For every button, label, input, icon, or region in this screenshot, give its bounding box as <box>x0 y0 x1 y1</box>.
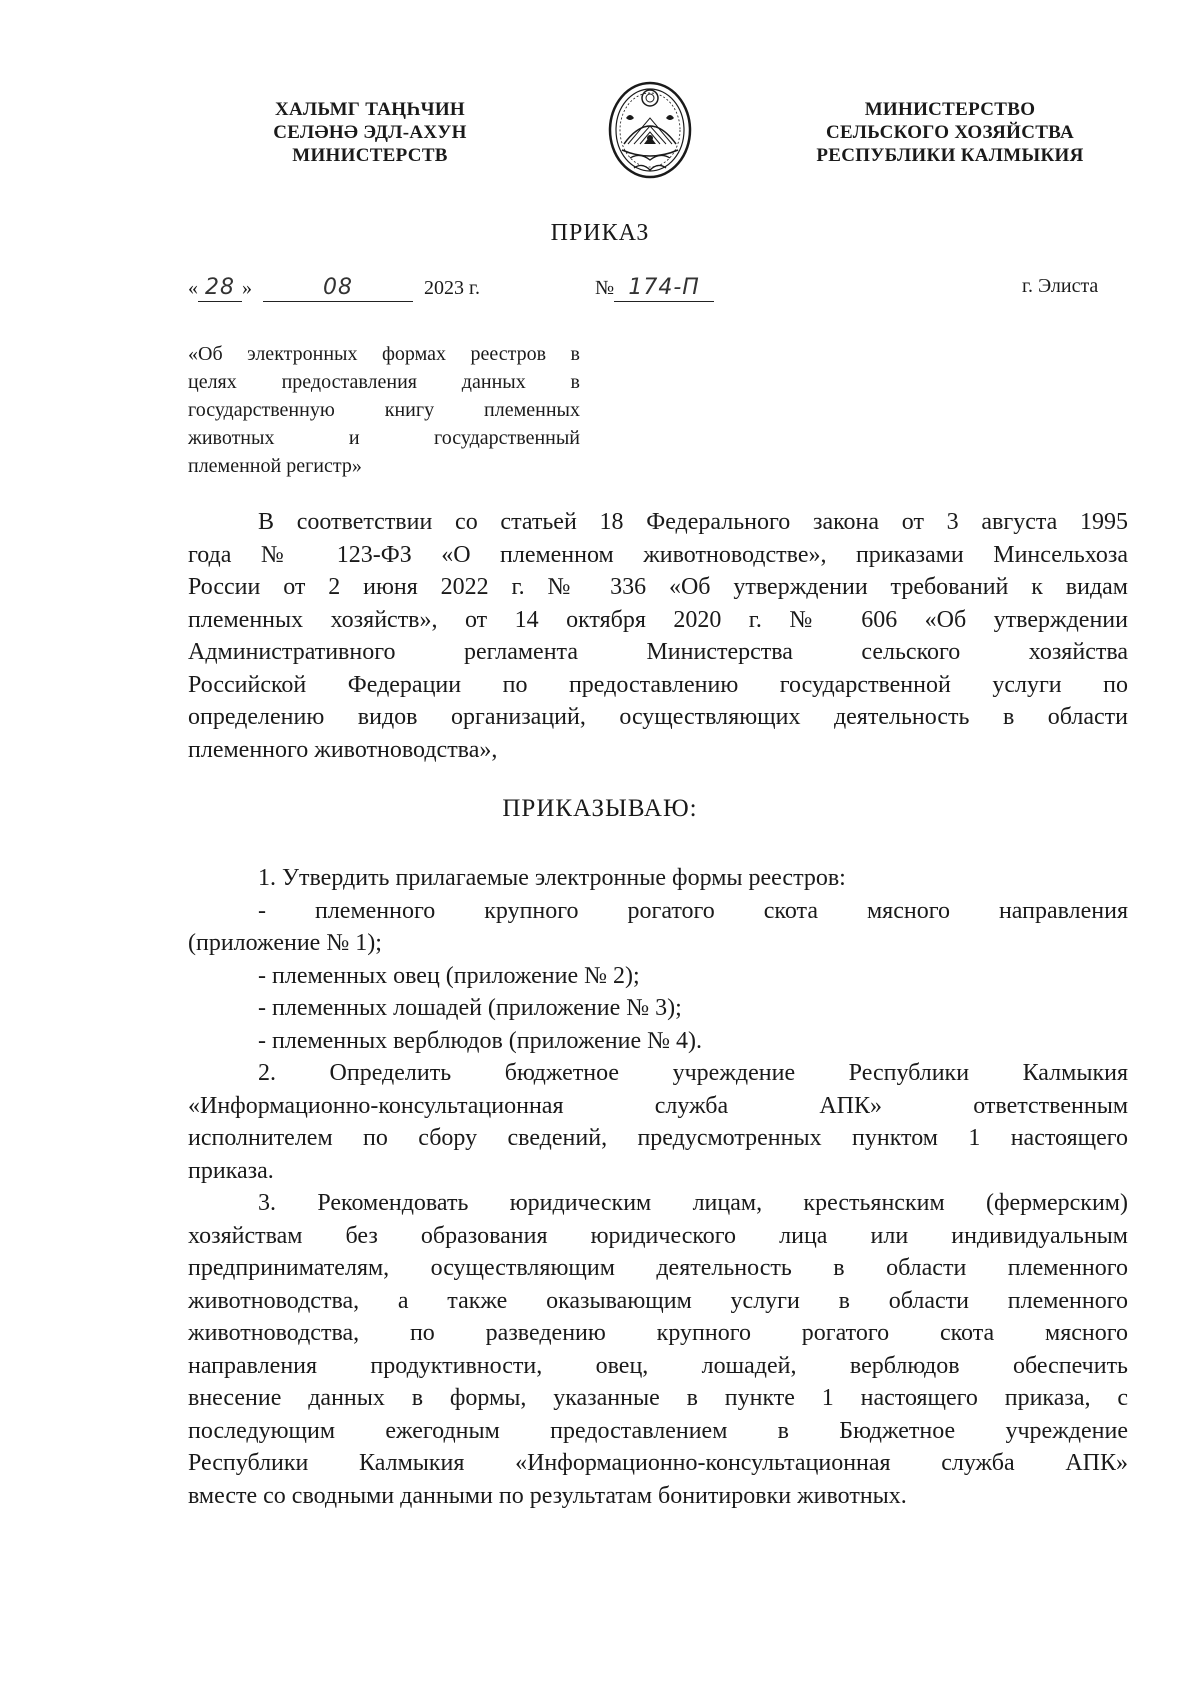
header-line: СЕЛЬСКОГО ХОЗЯЙСТВА <box>826 122 1074 143</box>
header-line: ХАЛЬМГ ТАҢҺЧИН <box>274 99 466 120</box>
item-3-line: хозяйствам без образования юридического лица или индивидуальным <box>188 1222 1128 1249</box>
subject-line: государственную книгу племенных <box>188 399 580 421</box>
year-text: 2023 г. <box>424 277 480 299</box>
preamble-line: В соответствии со статьей 18 Федерального закона от 3 августа 1995 <box>258 509 1128 535</box>
item-3-line: внесение данных в формы, указанные в пункте 1 настоящего приказа, с <box>188 1385 1128 1411</box>
kalmyk-ministry-header <box>220 98 520 167</box>
number-label: № <box>595 277 615 299</box>
item-3-line: животноводства, по разведению крупного рогатого скота мясного <box>188 1320 1128 1346</box>
item-3-line: животноводства, а также оказывающим услуги в области племенного <box>188 1287 1128 1314</box>
header-line: СЕЛӘНӘ ЭДЛ-АХУН <box>273 122 467 143</box>
item-1-list-entry: - племенных овец (приложение № 2); <box>258 962 640 989</box>
close-quote: » <box>242 277 252 299</box>
item-3-line: направления продуктивности, овец, лошадей, верблюдов обеспечить <box>188 1352 1128 1379</box>
preamble-paragraph <box>188 506 1128 766</box>
number-field <box>595 275 714 302</box>
subject-line: племенной регистр» <box>188 455 362 477</box>
item-2-line: исполнителем по сбору сведений, предусмотренных пунктом 1 настоящего <box>188 1125 1128 1151</box>
coat-of-arms-emblem <box>604 78 696 188</box>
item-3-line: Республики Калмыкия «Информационно-консультационная служба АПК» <box>188 1450 1128 1476</box>
preamble-line: племенных хозяйств», от 14 октября 2020 г. № 606 «Об утверждении <box>188 606 1128 633</box>
preamble-line: года № 123-ФЗ «О племенном животноводстве», приказами Минсельхоза <box>188 541 1128 568</box>
month-handwritten: 08 <box>263 275 413 302</box>
item-2-line: «Информационно-консультационная служба АПК» ответственным <box>188 1092 1128 1119</box>
item-1-list-entry: - племенных лошадей (приложение № 3); <box>258 995 682 1021</box>
header-line: МИНИСТЕРСТВО <box>864 99 1036 120</box>
preamble-line: Административного регламента Министерства сельского хозяйства <box>188 639 1128 665</box>
city-text: г. Элиста <box>1022 275 1099 297</box>
header-line: РЕСПУБЛИКИ КАЛМЫКИЯ <box>816 145 1084 166</box>
order-items <box>188 862 1128 1512</box>
ministry-header <box>790 98 1110 167</box>
order-subject <box>188 340 580 480</box>
preamble-line: определению видов организаций, осуществляющих деятельность в области <box>188 704 1128 730</box>
day-handwritten: 28 <box>198 275 242 302</box>
open-quote: « <box>188 277 198 299</box>
subject-line: целях предоставления данных в <box>188 371 580 393</box>
document-title: ПРИКАЗ <box>550 220 650 246</box>
item-2-line: приказа. <box>188 1157 274 1184</box>
item-3-line: последующим ежегодным предоставлением в Бюджетное учреждение <box>188 1417 1128 1444</box>
preamble-line: России от 2 июня 2022 г. № 336 «Об утверждении требований к видам <box>188 574 1128 600</box>
subject-line: «Об электронных формах реестров в <box>188 343 580 365</box>
item-1-list-entry: - племенного крупного рогатого скота мясного направления <box>258 897 1128 924</box>
item-1-heading: 1. Утвердить прилагаемые электронные формы реестров: <box>258 865 846 891</box>
subject-line: животных и государственный <box>188 427 580 449</box>
header-line: МИНИСТЕРСТВ <box>292 145 448 166</box>
preamble-line: Российской Федерации по предоставлению государственной услуги по <box>188 671 1128 698</box>
item-2-line: 2. Определить бюджетное учреждение Республики Калмыкия <box>258 1060 1128 1086</box>
date-field <box>188 275 480 302</box>
item-3-line: предпринимателям, осуществляющим деятельность в области племенного <box>188 1255 1128 1281</box>
item-3-line: вместе со сводными данными по результатам бонитировки животных. <box>188 1482 907 1509</box>
preamble-line: племенного животноводства», <box>188 736 498 763</box>
item-3-line: 3. Рекомендовать юридическим лицам, крестьянским (фермерским) <box>258 1190 1128 1216</box>
number-handwritten: 174-П <box>614 275 714 302</box>
item-1-list-entry: (приложение № 1); <box>188 930 382 956</box>
order-dateline <box>0 275 1200 307</box>
item-1-list-entry: - племенных верблюдов (приложение № 4). <box>258 1027 703 1054</box>
decree-heading: ПРИКАЗЫВАЮ: <box>502 795 698 822</box>
